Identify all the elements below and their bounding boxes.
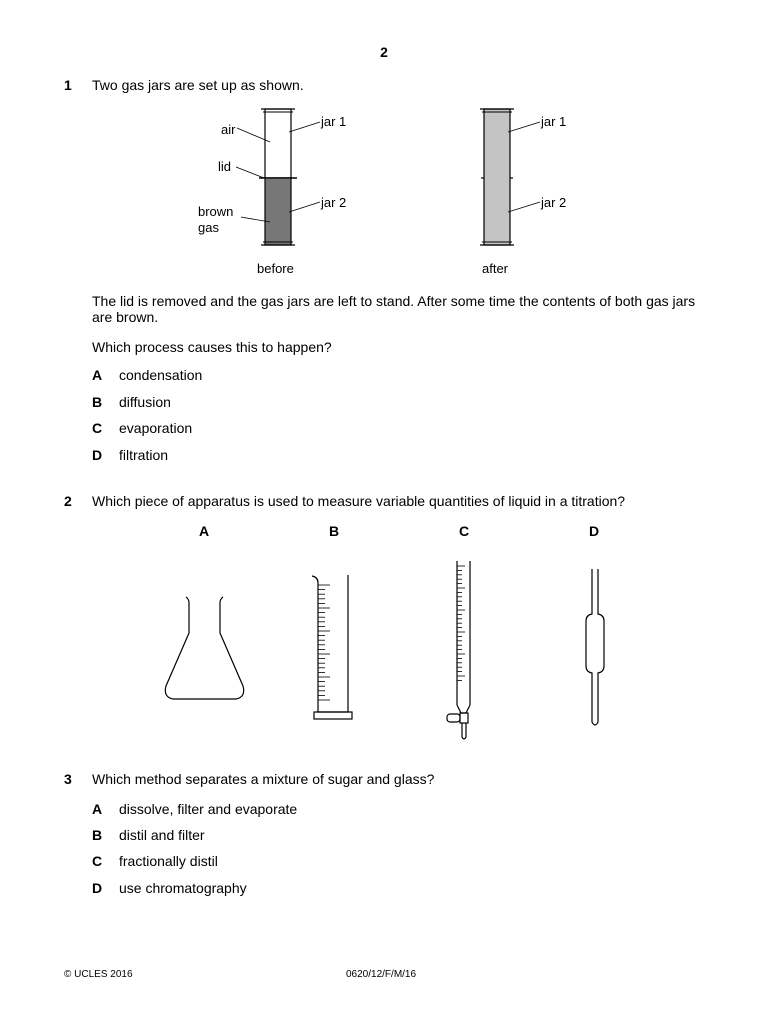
q3-option-a-letter: A [92, 801, 103, 817]
q3-option-d-text: use chromatography [119, 880, 247, 896]
q2-column-a: A [198, 523, 210, 539]
q2-column-c: C [458, 523, 470, 539]
measuring-cylinder-icon [312, 575, 352, 719]
gas-jars-diagram [0, 0, 768, 300]
q3-option-c-text: fractionally distil [119, 853, 218, 869]
label-before-jar-2: jar 2 [321, 195, 347, 210]
label-brown-gas-line1: brown [198, 204, 234, 219]
q1-option-d-text: filtration [119, 447, 169, 463]
label-before-jar-1: jar 1 [321, 114, 347, 129]
q3-option-b-text: distil and filter [119, 827, 205, 843]
question-1-number: 1 [64, 77, 72, 93]
q1-option-b-text: diffusion [119, 394, 171, 410]
q1-option-c-letter: C [92, 420, 103, 436]
page-number: 2 [380, 44, 388, 60]
label-air: air [221, 122, 236, 137]
footer-code: 0620/12/F/M/16 [346, 969, 417, 980]
burette-icon [447, 561, 470, 739]
caption-before: before [257, 261, 294, 276]
label-brown-gas-line2: gas [198, 220, 219, 235]
q1-option-a-text: condensation [119, 367, 203, 383]
question-3-number: 3 [64, 771, 72, 787]
question-2-number: 2 [64, 493, 72, 509]
label-after-jar-1: jar 1 [541, 114, 567, 129]
q3-option-b-letter: B [92, 827, 103, 843]
question-1-text: The lid is removed and the gas jars are left to stand. After some time the contents of both gas jars are brown. [92, 293, 696, 325]
before-jar-1 [261, 109, 295, 178]
q3-option-d-letter: D [92, 880, 103, 896]
q1-option-c-text: evaporation [119, 420, 193, 436]
q2-column-b: B [328, 523, 340, 539]
conical-flask-icon [165, 597, 243, 699]
caption-after: after [482, 261, 509, 276]
q3-option-a-text: dissolve, filter and evaporate [119, 801, 298, 817]
pipette-icon [586, 569, 604, 725]
footer-copyright: © UCLES 2016 [64, 969, 133, 980]
q1-option-b-letter: B [92, 394, 103, 410]
q2-column-d: D [588, 523, 600, 539]
question-3-stem: Which method separates a mixture of sugar and glass? [92, 771, 435, 787]
q1-option-a-letter: A [92, 367, 103, 383]
question-1-question: Which process causes this to happen? [92, 339, 332, 355]
question-2-stem: Which piece of apparatus is used to measure variable quantities of liquid in a titration? [92, 493, 626, 509]
label-after-jar-2: jar 2 [541, 195, 567, 210]
question-1-stem: Two gas jars are set up as shown. [92, 77, 304, 93]
after-jars [480, 109, 514, 245]
label-lid: lid [218, 159, 232, 174]
q3-option-c-letter: C [92, 853, 103, 869]
q1-option-d-letter: D [92, 447, 103, 463]
apparatus-drawings [0, 550, 768, 770]
